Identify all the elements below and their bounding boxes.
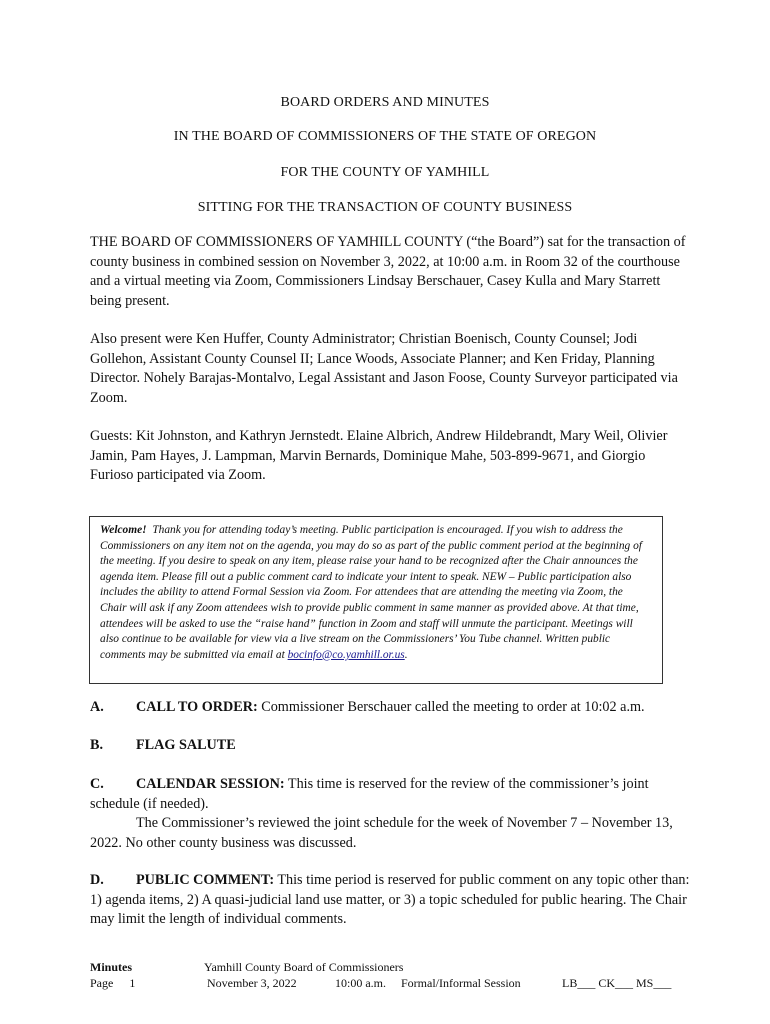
section-text: This time is reserved for the review of the commissioner’s joint schedule (if needed). bbox=[90, 776, 649, 812]
section-letter: D. bbox=[90, 872, 104, 888]
footer-org: Yamhill County Board of Commissioners bbox=[204, 960, 404, 974]
footer-session: Formal/Informal Session bbox=[401, 976, 521, 990]
email-link[interactable]: bocinfo@co.yamhill.or.us bbox=[287, 648, 405, 661]
intro-paragraph-present: Also present were Ken Huffer, County Administrator; Christian Boenisch, County Counsel; Jodi Gollehon, Assistant County Counsel II; Lance Woods, Associate Planner; and Ken Friday, Planning Director. Nohely Barajas-Montalvo, Legal Assistant and Jason Foose, County Surveyor participated via Zoom. bbox=[90, 331, 678, 406]
welcome-tail: . bbox=[404, 648, 408, 661]
section-text: Commissioner Berschauer called the meeting to order at 10:02 a.m. bbox=[257, 699, 645, 715]
section-title: PUBLIC COMMENT: bbox=[136, 872, 275, 888]
welcome-lead: Welcome! bbox=[100, 524, 147, 536]
doc-subtitle-board: IN THE BOARD OF COMMISSIONERS OF THE STATE OF OREGON bbox=[173, 129, 597, 144]
section-detail: The Commissioner’s reviewed the joint schedule for the week of November 7 – November 13, 2022. No other county business was discussed. bbox=[90, 815, 673, 851]
section-text: This time period is reserved for public comment on any topic other than: 1) agenda items, 2) A quasi-judicial land use matter, or 3) a topic scheduled for public hearing. The Chair may limit the length of individual comments. bbox=[90, 872, 690, 927]
section-call-to-order bbox=[90, 698, 690, 718]
intro-paragraph-board: THE BOARD OF COMMISSIONERS OF YAMHILL COUNTY (“the Board”) sat for the transaction of county business in combined session on November 3, 2022, at 10:00 a.m. in Room 32 of the courthouse and a virtual meeting via Zoom, Commissioners Lindsay Berschauer, Casey Kulla and Mary Starrett being present. bbox=[90, 234, 686, 309]
section-letter: B. bbox=[90, 737, 104, 753]
doc-title: BOARD ORDERS AND MINUTES bbox=[280, 95, 490, 110]
doc-subtitle-sitting: SITTING FOR THE TRANSACTION OF COUNTY BUSINESS bbox=[197, 200, 573, 215]
footer-page-number: 1 bbox=[129, 976, 136, 990]
footer-initials: LB___ CK___ MS___ bbox=[562, 976, 672, 990]
footer-left bbox=[90, 959, 135, 991]
section-title: CALENDAR SESSION: bbox=[136, 776, 285, 792]
section-title: CALL TO ORDER: bbox=[136, 699, 258, 715]
footer-page-label: Page bbox=[90, 976, 114, 990]
section-title: FLAG SALUTE bbox=[136, 737, 236, 753]
footer-time: 10:00 a.m. bbox=[335, 976, 386, 990]
section-calendar-session bbox=[90, 775, 690, 853]
footer-date: November 3, 2022 bbox=[207, 976, 297, 990]
section-letter: A. bbox=[90, 699, 104, 715]
footer-label: Minutes bbox=[90, 960, 132, 974]
doc-subtitle-county: FOR THE COUNTY OF YAMHILL bbox=[280, 165, 490, 180]
section-letter: C. bbox=[90, 776, 104, 792]
section-public-comment bbox=[90, 871, 690, 930]
intro-paragraph-guests: Guests: Kit Johnston, and Kathryn Jernstedt. Elaine Albrich, Andrew Hildebrandt, Mary Weil, Olivier Jamin, Pam Hayes, J. Lampman, Marvin Bernards, Dominique Mahe, 503-899-9671, and Giorgio Furioso participated via Zoom. bbox=[90, 428, 668, 483]
footer-page bbox=[90, 975, 135, 991]
welcome-body: Thank you for attending today’s meeting. Public participation is encouraged. If you wish to address the Commissioners on any item not on the agenda, you may do so as part of the public comment period at the beginning of the meeting. If you desire to speak on any item, please raise your hand to be recognized after the Chair announces the agenda item. Please fill out a public comment card to indicate your intent to speak. NEW – Public participation also includes the ability to attend Formal Session via Zoom. For attendees that are attending the meeting via Zoom, the Chair will ask if any Zoom attendees wish to provide public comment in same manner as provided above. At that time, attendees will be asked to use the “raise hand” function in Zoom and staff will unmute the participant. Meetings will also continue to be available for view via a live stream on the Commissioners’ You Tube channel. Written public comments may be submitted via email at bbox=[100, 524, 642, 661]
welcome-notice-box bbox=[89, 516, 663, 684]
section-flag-salute bbox=[90, 736, 690, 756]
